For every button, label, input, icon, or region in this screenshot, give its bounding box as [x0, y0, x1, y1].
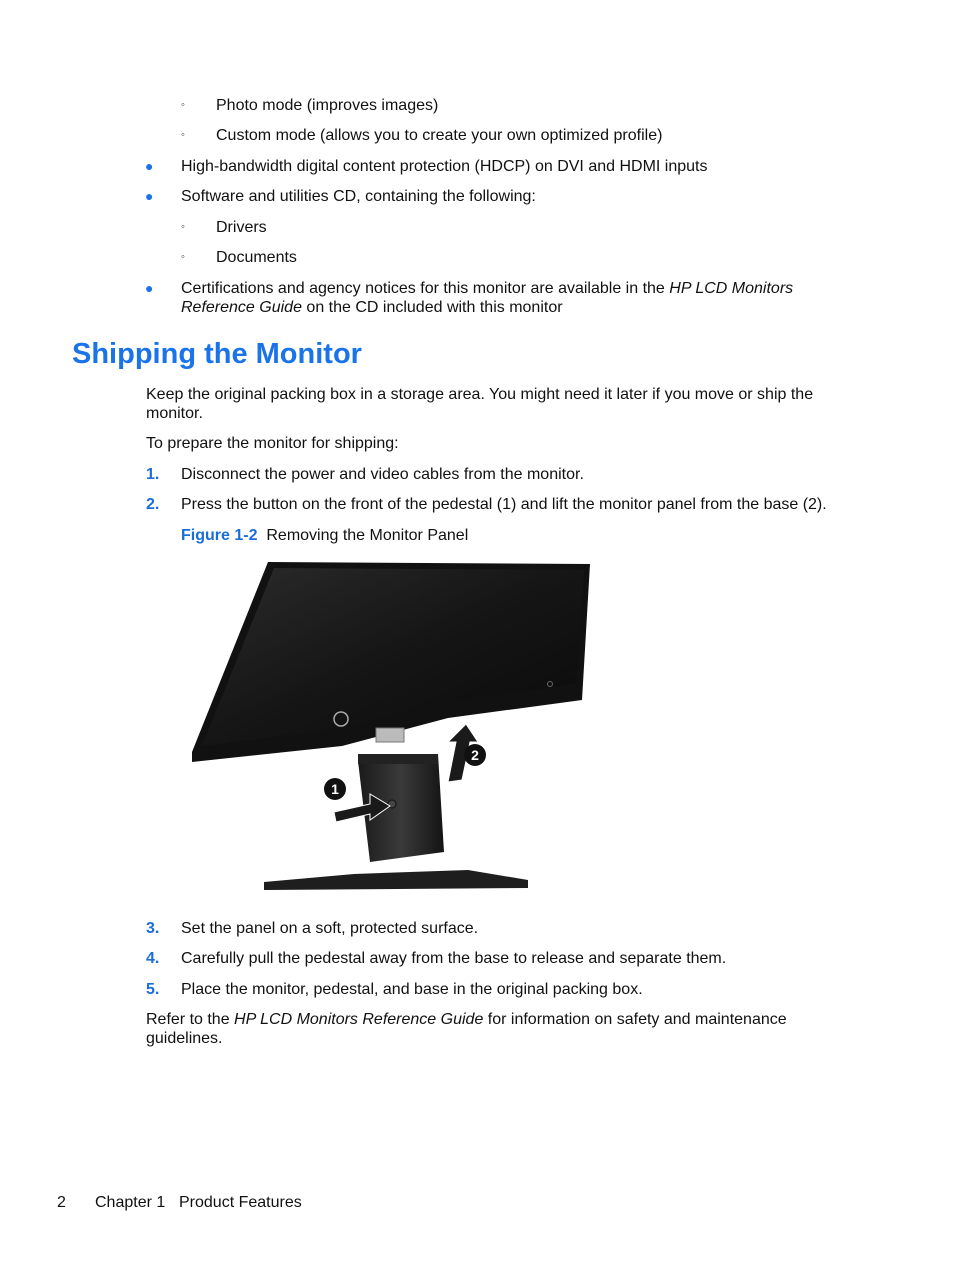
figure-caption [181, 526, 468, 545]
cert-text-end: on the CD included with this monitor [301, 299, 563, 316]
list-item-hdcp: High-bandwidth digital content protection (HDCP) on DVI and HDMI inputs [181, 158, 708, 175]
bullet-marker: ● [145, 158, 154, 174]
monitor-illustration-svg [186, 556, 606, 894]
figure-label: Figure 1-2 [181, 527, 258, 544]
step-text: Disconnect the power and video cables from the monitor. [181, 466, 584, 483]
footer-chapter: Chapter 1 [95, 1194, 166, 1211]
callout-1: 1 [324, 778, 346, 800]
step-number: 3. [146, 920, 160, 937]
list-item-custom-mode: Custom mode (allows you to create your own optimized profile) [216, 127, 663, 144]
bullet-marker: ● [145, 280, 154, 296]
list-item-documents: Documents [216, 249, 297, 266]
intro-paragraph: Keep the original packing box in a storage area. You might need it later if you move or ship the [146, 386, 814, 403]
connector-block [376, 728, 404, 742]
pedestal-base [264, 870, 528, 890]
list-item-drivers: Drivers [216, 219, 267, 236]
monitor-removal-illustration [186, 556, 606, 894]
footer-chapter-title: Product Features [179, 1194, 302, 1211]
closing-paragraph-cont: guidelines. [146, 1030, 223, 1047]
bullet-marker: ● [145, 188, 154, 204]
step-number: 1. [146, 466, 160, 483]
sub-bullet-marker: ◦ [181, 129, 185, 141]
callout-2: 2 [464, 744, 486, 766]
step-number: 5. [146, 981, 160, 998]
cert-guide-title-cont: Reference Guide [181, 299, 302, 316]
sub-bullet-marker: ◦ [181, 99, 185, 111]
step-number: 2. [146, 496, 160, 513]
list-item-certifications [181, 279, 793, 298]
step-text: Set the panel on a soft, protected surface. [181, 920, 479, 937]
intro-paragraph-cont: monitor. [146, 405, 203, 422]
page-number: 2 [57, 1194, 66, 1211]
list-item-photo-mode: Photo mode (improves images) [216, 97, 439, 114]
closing-text: Refer to the [146, 1011, 235, 1028]
closing-paragraph [146, 1010, 787, 1029]
section-title: Shipping the Monitor [72, 338, 362, 370]
list-item-software-cd: Software and utilities CD, containing the following: [181, 188, 536, 205]
step-text: Press the button on the front of the pedestal (1) and lift the monitor panel from the base (2). [181, 496, 827, 513]
closing-guide-title: HP LCD Monitors Reference Guide [234, 1011, 484, 1028]
figure-caption-text: Removing the Monitor Panel [266, 527, 469, 544]
sub-bullet-marker: ◦ [181, 251, 185, 263]
step-number: 4. [146, 950, 160, 967]
pedestal-top [358, 754, 438, 764]
step-text: Place the monitor, pedestal, and base in the original packing box. [181, 981, 643, 998]
closing-text-end: for information on safety and maintenance [483, 1011, 787, 1028]
cert-text: Certifications and agency notices for this monitor are available in the [181, 280, 670, 297]
step-text: Carefully pull the pedestal away from the base to release and separate them. [181, 950, 727, 967]
prep-paragraph: To prepare the monitor for shipping: [146, 435, 399, 452]
sub-bullet-marker: ◦ [181, 221, 185, 233]
list-item-certifications-cont [181, 298, 563, 317]
cert-guide-title: HP LCD Monitors [669, 280, 794, 297]
